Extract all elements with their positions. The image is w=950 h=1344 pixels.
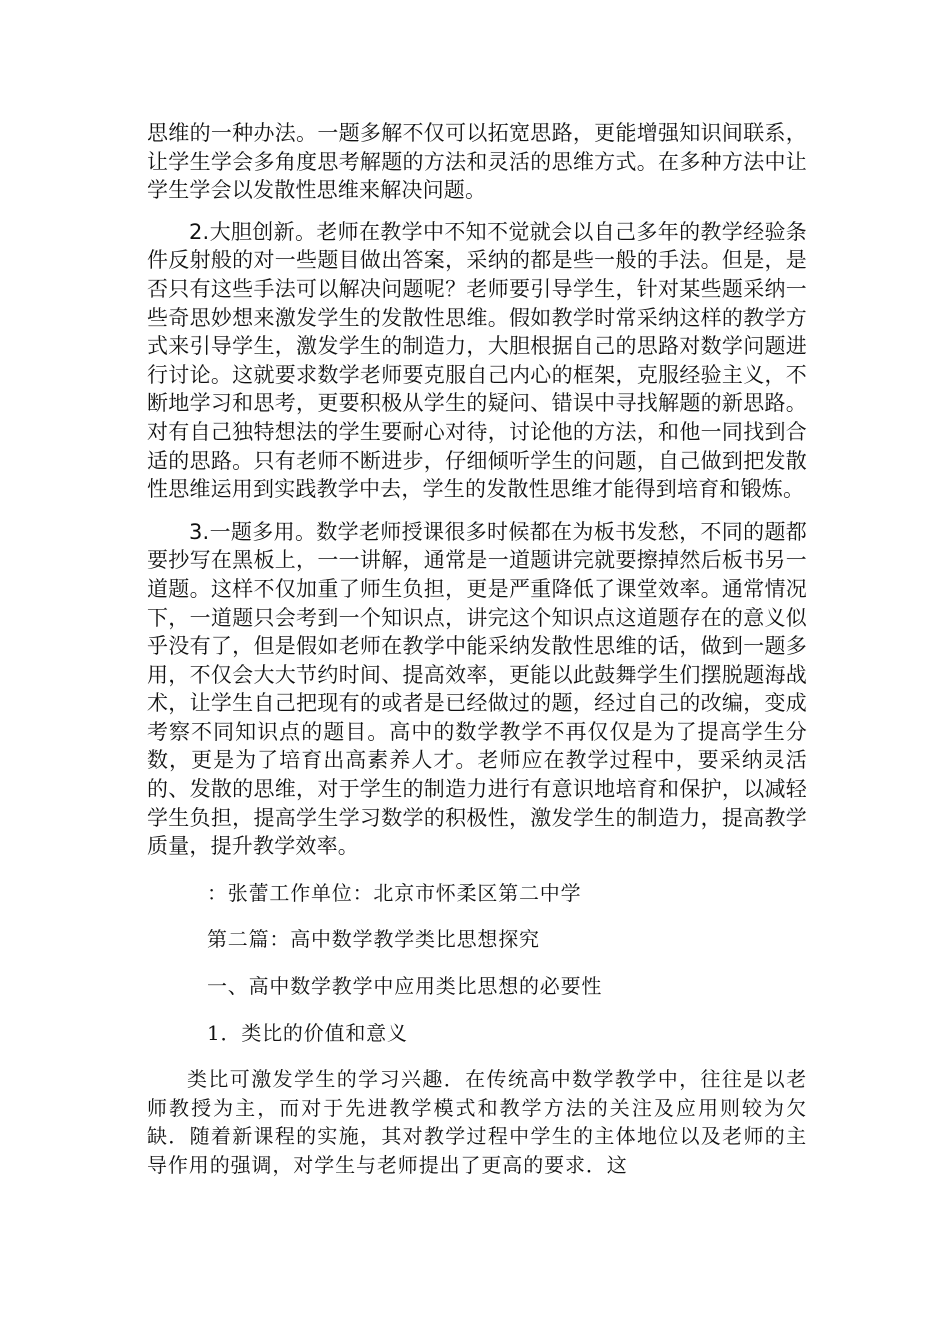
article-title: 第二篇：高中数学教学类比思想探究 (207, 927, 540, 952)
paragraph-divergent-thinking-intro: 思维的一种办法。一题多解不仅可以拓宽思路，更能增强知识间联系，让学生学会多角度思考解题的方法和灵活的思维方式。在多种方法中让学生学会以发散性思维来解决问题。 (147, 121, 807, 203)
section-heading: 一、高中数学教学中应用类比思想的必要性 (207, 974, 603, 999)
subsection-heading: 1．类比的价值和意义 (207, 1020, 408, 1045)
paragraph-one-problem-multiple-uses: 3.一题多用。数学老师授课很多时候都在为板书发愁，不同的题都要抄写在黑板上，一一讲解，通常是一道题讲完就要擦掉然后板书另一道题。这样不仅加重了师生负担，更是严重降低了课堂效率。通常情况下，一道题只会考到一个知识点，讲完这个知识点这道题存在的意义似乎没有了，但是假如老师在教学中能采纳发散性思维的话，做到一题多用，不仅会大大节约时间、提高效率，更能以此鼓舞学生们摆脱题海战术，让学生自己把现有的或者是已经做过的题，经过自己的改编，变成考察不同知识点的题目。高中的数学教学不再仅仅是为了提高学生分数，更是为了培育出高素养人才。老师应在教学过程中，要采纳灵活的、发散的思维，对于学生的制造力进行有意识地培育和保护，以减轻学生负担，提高学生学习数学的积极性，激发学生的制造力，提高教学质量，提升教学效率。 (147, 519, 807, 859)
paragraph-analogy-value: 类比可激发学生的学习兴趣．在传统高中数学教学中，往往是以老师教授为主，而对于先进教学模式和教学方法的关注及应用则较为欠缺．随着新课程的实施，其对教学过程中学生的主体地位以及老师的主导作用的强调，对学生与老师提出了更高的要求．这 (147, 1067, 807, 1177)
author-info: ：张蕾工作单位：北京市怀柔区第二中学 (207, 880, 582, 905)
document-page (147, 119, 807, 1180)
paragraph-bold-innovation: 2.大胆创新。老师在教学中不知不觉就会以自己多年的教学经验条件反射般的对一些题目做出答案，采纳的都是些一般的手法。但是，是否只有这些手法可以解决问题呢？老师要引导学生，针对某些题采纳一些奇思妙想来激发学生的发散性思维。假如教学时常采纳这样的教学方式来引导学生，激发学生的制造力，大胆根据自己的思路对数学问题进行讨论。这就要求数学老师要克服自己内心的框架，克服经验主义，不断地学习和思考，更要积极从学生的疑问、错误中寻找解题的新思路。对有自己独特想法的学生要耐心对待，讨论他的方法，和他一同找到合适的思路。只有老师不断进步，仔细倾听学生的问题，自己做到把发散性思维运用到实践教学中去，学生的发散性思维才能得到培育和锻炼。 (147, 219, 807, 502)
